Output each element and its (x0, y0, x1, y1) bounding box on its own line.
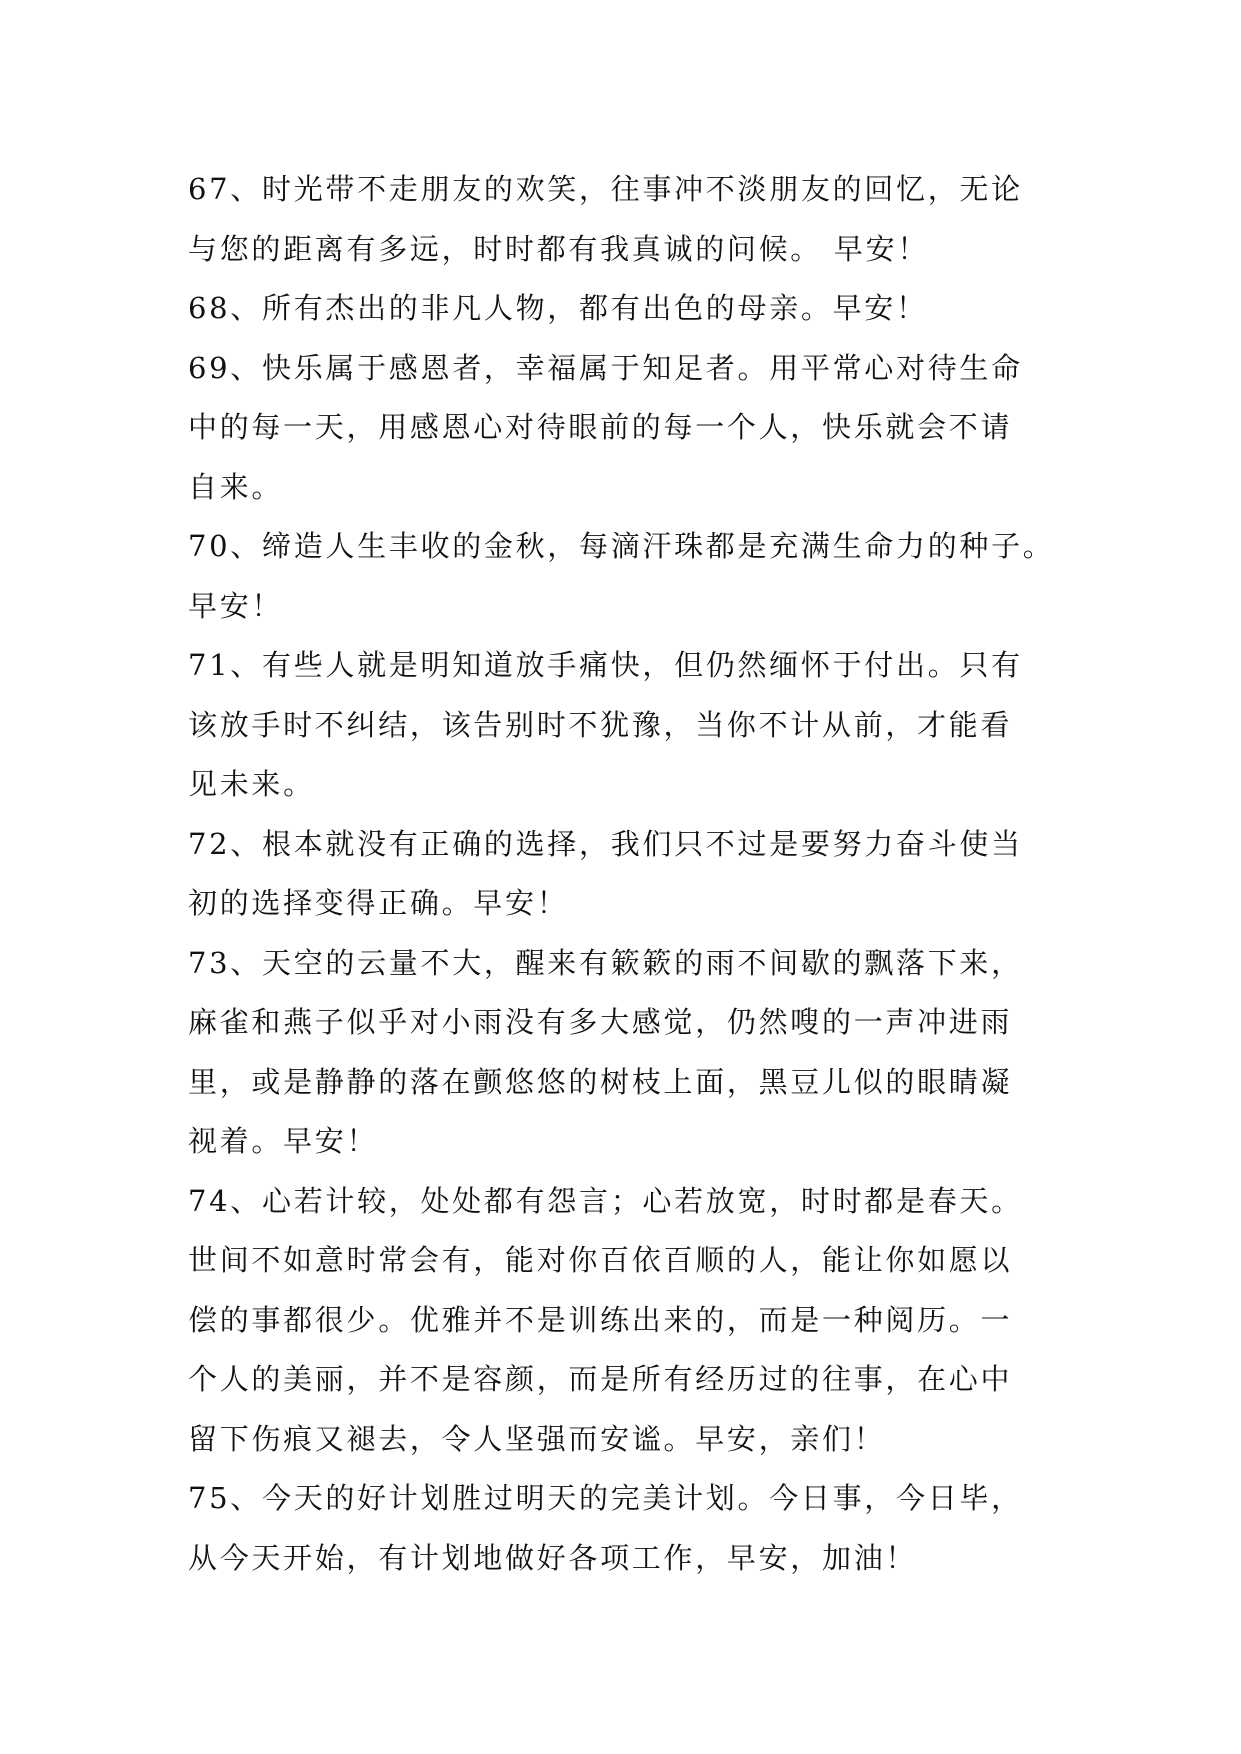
text-line: 偿的事都很少。优雅并不是训练出来的，而是一种阅历。一 (188, 1302, 1013, 1337)
text-line: 67、时光带不走朋友的欢笑，往事冲不淡朋友的回忆，无论 (188, 172, 1023, 206)
text-line: 中的每一天，用感恩心对待眼前的每一个人，快乐就会不请 (188, 410, 1013, 444)
text-line: 初的选择变得正确。早安！ (188, 886, 569, 920)
text-line: 74、心若计较，处处都有怨言；心若放宽，时时都是春天。 (188, 1183, 1023, 1218)
text-line: 麻雀和燕子似乎对小雨没有多大感觉，仍然嗖的一声冲进雨 (188, 1005, 1013, 1039)
text-line: 该放手时不纠结，该告别时不犹豫，当你不计从前，才能看 (188, 707, 1013, 742)
text-line: 里，或是静静的落在颤悠悠的树枝上面，黑豆儿似的眼睛凝 (188, 1064, 1013, 1099)
text-line: 世间不如意时常会有，能对你百依百顺的人，能让你如愿以 (188, 1243, 1013, 1277)
document-page (188, 160, 1068, 1588)
text-line: 71、有些人就是明知道放手痛快，但仍然缅怀于付出。只有 (188, 648, 1023, 682)
text-line: 留下伤痕又褪去，令人坚强而安谧。早安，亲们！ (188, 1421, 886, 1456)
text-line: 69、快乐属于感恩者，幸福属于知足者。用平常心对待生命 (188, 350, 1023, 385)
text-line: 75、今天的好计划胜过明天的完美计划。今日事，今日毕， (188, 1481, 1023, 1515)
text-line: 个人的美丽，并不是容颜，而是所有经历过的往事，在心中 (188, 1362, 1013, 1396)
text-line: 72、根本就没有正确的选择，我们只不过是要努力奋斗使当 (188, 826, 1023, 861)
text-line: 73、天空的云量不大，醒来有簌簌的雨不间歇的飘落下来， (188, 945, 1023, 980)
text-line: 见未来。 (188, 767, 315, 801)
text-line: 自来。 (188, 469, 284, 504)
text-line: 早安！ (188, 588, 284, 623)
text-line: 视着。早安！ (188, 1124, 379, 1158)
text-line: 从今天开始，有计划地做好各项工作，早安，加油！ (188, 1540, 918, 1575)
text-line: 68、所有杰出的非凡人物，都有出色的母亲。早安！ (188, 291, 928, 325)
text-line: 与您的距离有多远，时时都有我真诚的问候。 早安！ (188, 231, 930, 266)
text-line: 70、缔造人生丰收的金秋，每滴汗珠都是充满生命力的种子。 (188, 529, 1055, 563)
